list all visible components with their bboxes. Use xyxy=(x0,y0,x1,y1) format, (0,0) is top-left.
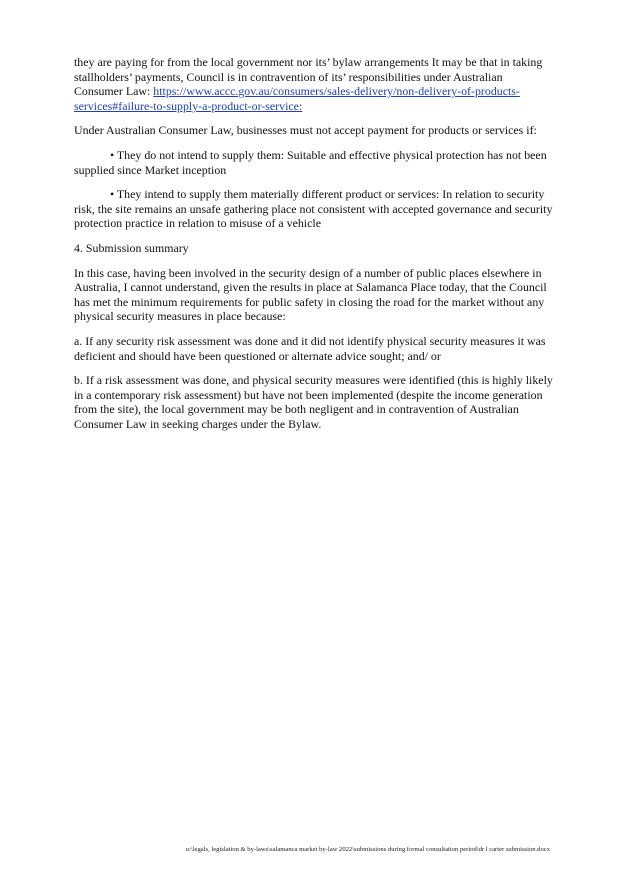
point-b-paragraph: b. If a risk assessment was done, and physical security measures were identified (this is highly likely in a contemporary risk assessment) but have not been implemented (despite the income generation from the site), the local government may be both negligent and in contravention of Australian Consumer Law in seeking charges under the Bylaw. xyxy=(74,373,553,431)
intro-paragraph xyxy=(74,55,554,113)
accc-link[interactable]: https://www.accc.gov.au/consumers/sales-delivery/non-delivery-of-products-services#failure-to-supply-a-product-or-service: xyxy=(74,84,520,113)
intro-text: they are paying for from the local government nor its’ bylaw arrangements It may be that in taking stallholders’ payments, Council is in contravention of its’ responsibilities under Australian Consumer Law: xyxy=(74,55,543,99)
bullet-paragraph-2: • They intend to supply them materially different product or services: In relation to security risk, the site remains an unsafe gathering place not consistent with accepted governance and security protection practice in relation to misuse of a vehicle xyxy=(74,187,553,231)
document-body xyxy=(74,55,554,441)
point-a-paragraph: a. If any security risk assessment was done and it did not identify physical security measures it was deficient and should have been questioned or alternate advice sought; and/ or xyxy=(74,333,546,363)
summary-paragraph: In this case, having been involved in the security design of a number of public places elsewhere in Australia, I cannot understand, given the results in place at Salamanca Place today, that the Council has met the minimum requirements for public safety in closing the road for the market without any physical security measures in place because: xyxy=(74,265,547,324)
section-heading: 4. Submission summary xyxy=(74,240,189,255)
acl-heading-paragraph: Under Australian Consumer Law, businesses must not accept payment for products or services if: xyxy=(74,123,537,138)
bullet-paragraph-1: • They do not intend to supply them: Suitable and effective physical protection has not been supplied since Market inception xyxy=(74,147,547,177)
footer-file-path: u:\legals, legislation & by-laws\salamanca market by-law 2022\submissions during formal consultation period\dr l carter submission.docx xyxy=(185,846,550,853)
